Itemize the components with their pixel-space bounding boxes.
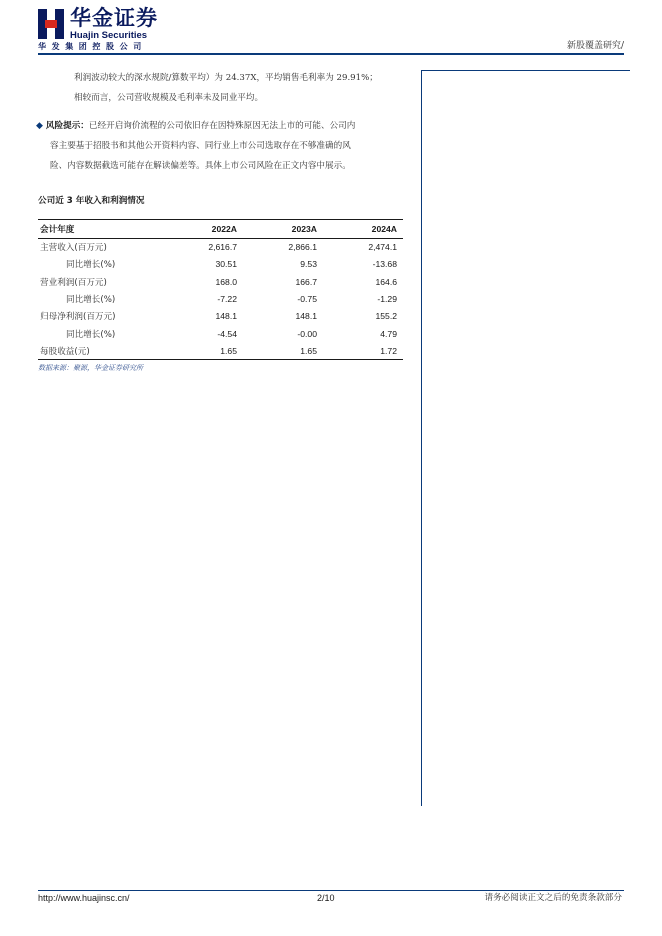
row-label: 同比增长(%) [66,329,116,340]
table-header-row [38,220,403,239]
brand-name-en: Huajin Securities [70,30,148,41]
table-cell: -4.54 [217,328,237,339]
table-cell: 166.7 [295,276,317,287]
column-header: 2024A [371,224,397,234]
row-label: 每股收益(元) [40,346,90,357]
table-row [38,273,403,290]
table-cell: -1.29 [377,294,397,305]
huajin-logo-icon [38,9,64,39]
column-header: 2022A [211,224,237,234]
brand-subtitle: 华发集团控股公司 [38,42,147,51]
footer-divider [38,890,624,891]
risk-text-line: 险、内容数据截选可能存在解读偏差等。具体上市公司风险在正文内容中展示。 [50,161,351,171]
brand-name-cn: 华金证券 [70,6,158,30]
table-cell: 1.65 [300,345,317,356]
table-cell: -0.75 [297,294,317,305]
table-title: 公司近 3 年收入和利润情况 [38,196,145,206]
table-cell: 148.1 [295,311,317,322]
table-cell: 1.72 [380,345,397,356]
table-cell: 164.6 [375,276,397,287]
table-cell: 155.2 [375,311,397,322]
table-cell: -7.22 [217,294,237,305]
diamond-bullet-icon: ◆ [36,121,43,131]
header-divider [38,53,624,55]
row-label: 同比增长(%) [66,260,116,271]
table-cell: 2,616.7 [208,242,237,253]
paragraph-line: 相较而言，公司营收规模及毛利率未及同业平均。 [74,93,264,103]
row-label: 同比增长(%) [66,295,116,306]
table-cell: 2,866.1 [288,242,317,253]
table-row [38,256,403,273]
body-paragraph [74,68,408,108]
table-row [38,290,403,307]
table-cell: 2,474.1 [368,242,397,253]
table-row [38,308,403,325]
footer-website-link[interactable]: http://www.huajinsc.cn/ [38,893,130,903]
table-row [38,325,403,342]
sidebar-top-rule [421,70,630,71]
table-row [38,239,403,256]
footer-disclaimer: 请务必阅读正文之后的免责条款部分 [484,893,622,903]
paragraph-line: 利润波动较大的深水规院/算数平均）为 24.37X，平均销售毛利率为 29.91%； [74,73,378,83]
column-header: 会计年度 [40,225,75,235]
table-cell: 4.79 [380,328,397,339]
report-type-label: 新股覆盖研究/ [566,41,624,51]
risk-text-line: 已经开启询价流程的公司依旧存在因特殊原因无法上市的可能、公司内 [88,121,356,131]
risk-text-line: 容主要基于招股书和其他公开资料内容、同行业上市公司选取存在不够准确的风 [50,141,351,151]
table-cell: 9.53 [300,259,317,270]
data-source-note: 数据来源：聚源，华金证券研究所 [38,364,143,372]
row-label: 归母净利润(百万元) [40,312,116,323]
column-header: 2023A [291,224,317,234]
table-cell: -0.00 [297,328,317,339]
table-cell: 148.1 [215,311,237,322]
row-label: 主营收入(百万元) [40,243,107,254]
risk-label: 风险提示： [45,121,89,131]
table-cell: -13.68 [372,259,397,270]
financial-table [38,219,403,360]
table-cell: 30.51 [215,259,237,270]
table-cell: 168.0 [215,276,237,287]
table-cell: 1.65 [220,345,237,356]
page-number: 2/10 [317,893,335,903]
risk-warning [36,116,412,176]
table-row [38,342,403,359]
row-label: 营业利润(百万元) [40,277,107,288]
sidebar-left-rule [421,70,422,806]
